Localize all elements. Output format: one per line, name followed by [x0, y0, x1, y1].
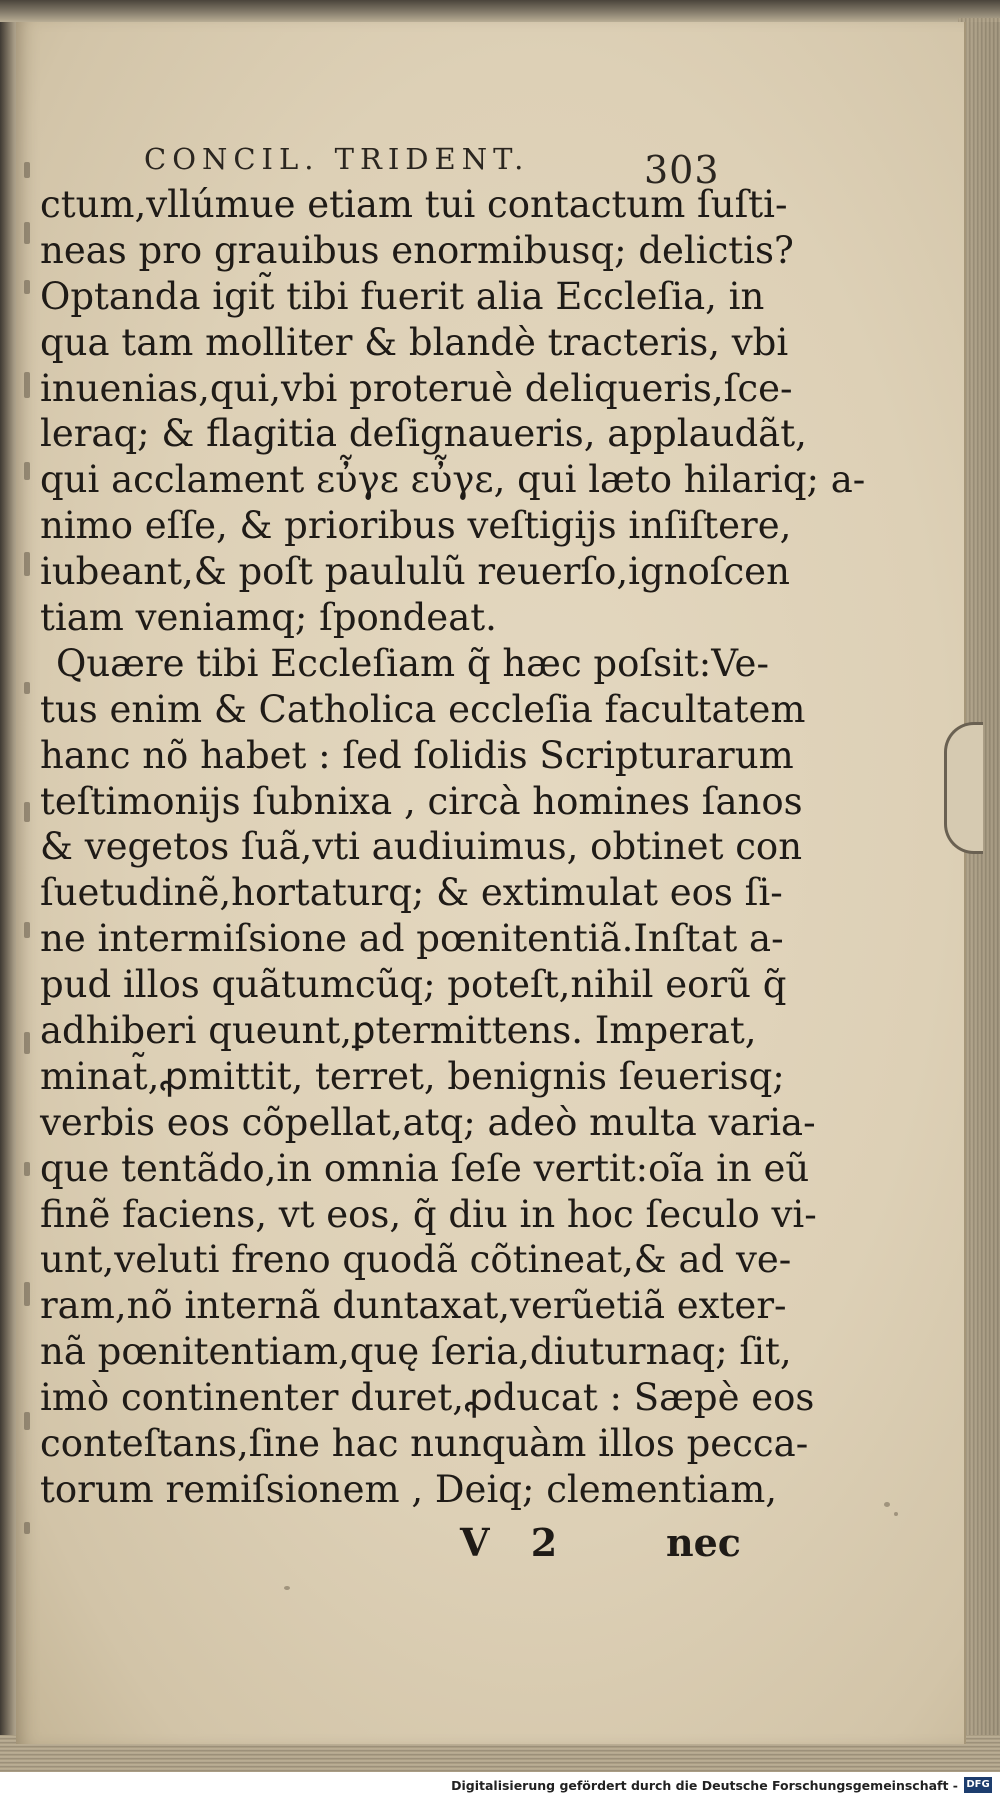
dfg-logo: DFG: [964, 1777, 992, 1793]
text-line: unt,veluti freno quodã cõtineat,& ad ve-: [40, 1238, 792, 1282]
text-line: teſtimonijs ſubnixa , circà homines ſanos: [40, 779, 803, 823]
funding-note: Digitalisierung gefördert durch die Deutsche Forschungsgemeinschaft -: [451, 1778, 958, 1793]
text-line: ne intermiſsione ad pœnitentiã.Inſtat a-: [40, 917, 784, 961]
text-line: imò continenter duret,ꝓducat : Sæpè eos: [40, 1376, 815, 1420]
text-line: verbis eos cõpellat,atq; adeò multa varia-: [40, 1100, 816, 1144]
catchword-row: [86, 1520, 741, 1570]
book-top-edge: [0, 0, 1000, 22]
text-line: pud illos quãtumcũq; poteſt,nihil eorũ q̃: [40, 963, 787, 1007]
index-tab: [944, 722, 983, 854]
text-line: conteſtans,ſine hac nunquàm illos pecca-: [40, 1422, 809, 1466]
text-line: torum remiſsionem , Deiq; clementiam,: [40, 1467, 778, 1511]
book-page: [16, 22, 966, 1744]
catchword: nec: [666, 1520, 741, 1565]
text-line: leraq; & flagitia deſignaueris, applaudãt,: [40, 412, 807, 456]
body-text: [40, 182, 866, 1513]
text-line: iubeant,& poſt paululũ reuerſo,ignoſcen: [40, 550, 790, 594]
paper-speck: [894, 1512, 898, 1516]
text-line: nimo eſſe, & prioribus veſtigijs inſiſtere,: [40, 504, 792, 548]
text-line: tiam veniamq; ſpondeat.: [40, 596, 497, 640]
running-header: [144, 142, 724, 186]
text-line: ctum,vllúmue etiam tui contactum ſuſti-: [40, 183, 788, 226]
text-line: qua tam molliter & blandè tracteris, vbi: [40, 320, 789, 364]
running-title: CONCIL. TRIDENT.: [144, 142, 530, 176]
text-line: ram,nõ internã duntaxat,verũetiã exter-: [40, 1284, 787, 1328]
text-line: adhiberi queunt,ꝑtermittens. Imperat,: [40, 1009, 757, 1053]
digitization-footer: [0, 1772, 1000, 1802]
text-line: Optanda igit̃ tibi fuerit alia Eccleſia, in: [40, 274, 765, 318]
paper-speck: [884, 1502, 890, 1507]
text-line: inuenias,qui,vbi proteruè deliqueris,ſce-: [40, 366, 793, 410]
paper-speck: [284, 1586, 290, 1590]
text-line: nã pœnitentiam,quę ſeria,diuturnaq; ſit,: [40, 1330, 792, 1374]
text-line: tus enim & Catholica eccleſia facultatem: [40, 687, 806, 731]
signature-mark: V 2: [460, 1520, 572, 1565]
text-line: minat̃,ꝓmittit, terret, benignis ſeuerisq;: [40, 1054, 785, 1098]
text-line: finẽ faciens, vt eos, q̃ diu in hoc ſeculo vi-: [40, 1192, 817, 1236]
text-line: Quære tibi Eccleſiam q̃ hæc poſsit:Ve-: [56, 641, 769, 685]
text-line: que tentãdo,in omnia ſeſe vertit:oĩa in eũ: [40, 1146, 810, 1190]
text-line: hanc nõ habet : ſed ſolidis Scripturarum: [40, 733, 794, 777]
page-number: 303: [644, 148, 720, 192]
text-line: ſuetudinẽ,hortaturq; & extimulat eos ſi-: [40, 871, 783, 915]
margin-marks: [24, 162, 38, 1562]
text-line: & vegetos ſuã,vti audiuimus, obtinet con: [40, 825, 803, 869]
text-line: qui acclament εὖγε εὖγε, qui læto hilariq; a-: [40, 458, 866, 502]
text-line: neas pro grauibus enormibusq; delictis?: [40, 228, 794, 272]
